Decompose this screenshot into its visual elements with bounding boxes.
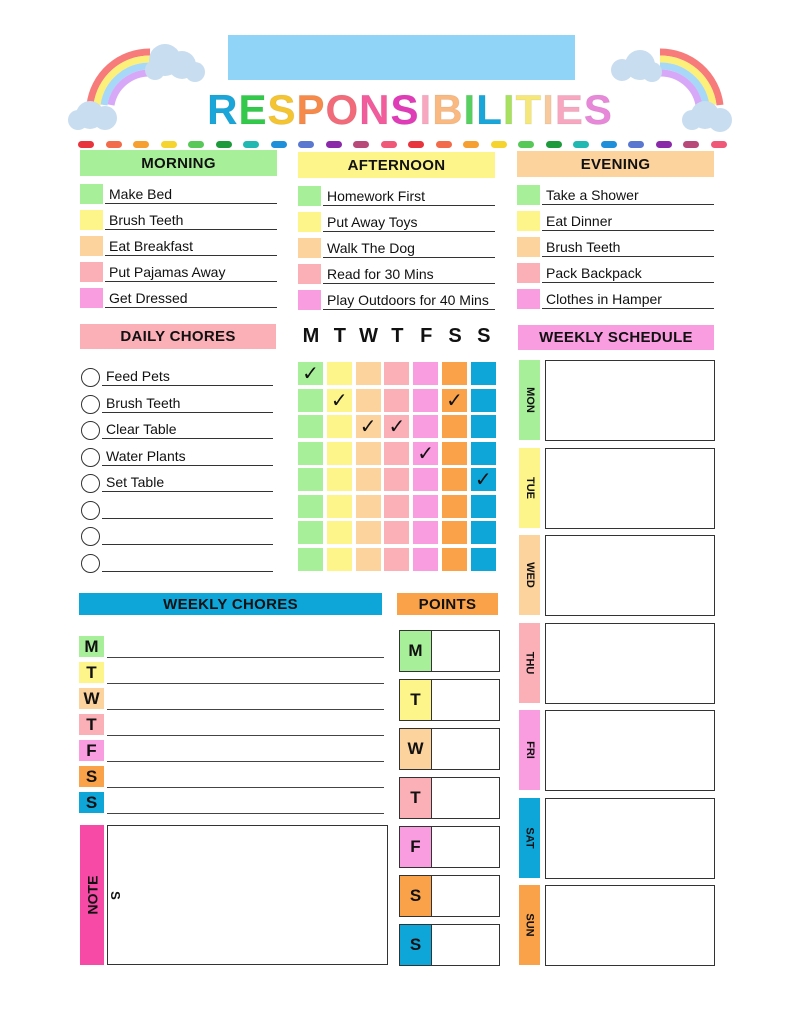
chore-checkbox[interactable]: [81, 395, 100, 414]
divider-dot: [298, 141, 314, 148]
tracker-cell[interactable]: [298, 442, 323, 465]
points-day: T: [400, 778, 432, 818]
tracker-cell[interactable]: [384, 389, 409, 412]
divider-dot: [491, 141, 507, 148]
divider-dot: [711, 141, 727, 148]
divider-dot: [518, 141, 534, 148]
morning-header: MORNING: [80, 150, 277, 176]
schedule-day-text: THU: [523, 651, 536, 674]
morning-color-square: [80, 288, 103, 308]
title-letter: N: [359, 86, 391, 133]
afternoon-item: Put Away Toys: [323, 212, 495, 232]
tracker-cell[interactable]: [413, 415, 438, 438]
tracker-cell[interactable]: [298, 389, 323, 412]
divider-dot: [106, 141, 122, 148]
evening-header: EVENING: [517, 151, 714, 177]
tracker-cell[interactable]: [327, 362, 352, 385]
weekly-chore-day: M: [79, 636, 104, 657]
title-letter: P: [296, 86, 326, 133]
afternoon-header: AFTERNOON: [298, 152, 495, 178]
note-box[interactable]: [107, 825, 388, 965]
tracker-cell[interactable]: [413, 521, 438, 544]
daily-chore-item: Brush Teeth: [102, 393, 273, 413]
tracker-day-label: T: [333, 325, 346, 347]
tracker-cell[interactable]: [413, 468, 438, 491]
daily-chore-item: Set Table: [102, 472, 273, 492]
tracker-cell[interactable]: [471, 495, 496, 518]
title-letter: E: [238, 86, 268, 133]
schedule-box[interactable]: [545, 885, 715, 966]
afternoon-color-square: [298, 290, 321, 310]
schedule-day-label: [519, 885, 540, 965]
divider-dot: [161, 141, 177, 148]
weekly-chore-line[interactable]: [107, 787, 384, 788]
schedule-day-label: [519, 798, 540, 878]
weekly-chore-line[interactable]: [107, 813, 384, 814]
afternoon-item: Walk The Dog: [323, 238, 495, 258]
points-box[interactable]: [399, 679, 500, 721]
evening-item: Eat Dinner: [542, 211, 714, 231]
schedule-day-label: [519, 623, 540, 703]
tracker-cell[interactable]: [413, 362, 438, 385]
tracker-cell[interactable]: [442, 415, 467, 438]
tracker-cell[interactable]: [298, 468, 323, 491]
afternoon-item: Homework First: [323, 186, 495, 206]
divider-dot: [628, 141, 644, 148]
evening-item: Take a Shower: [542, 185, 714, 205]
points-day: T: [400, 680, 432, 720]
divider-dot: [216, 141, 232, 148]
title-letter: I: [502, 86, 516, 133]
divider-dot: [188, 141, 204, 148]
afternoon-item: Read for 30 Mins: [323, 264, 495, 284]
tracker-cell[interactable]: [327, 548, 352, 571]
morning-item: Get Dressed: [105, 288, 277, 308]
points-day: S: [400, 876, 432, 916]
weekly-chore-day: S: [79, 792, 104, 813]
check-mark-icon[interactable]: ✓: [384, 415, 409, 438]
tracker-cell[interactable]: [356, 548, 381, 571]
tracker-day-label: S: [448, 325, 462, 347]
weekly-chore-day: T: [79, 714, 104, 735]
title-letter: I: [463, 86, 477, 133]
afternoon-color-square: [298, 212, 321, 232]
title-letter: I: [542, 86, 555, 133]
schedule-day-label: [519, 710, 540, 790]
evening-color-square: [517, 263, 540, 283]
chore-checkbox[interactable]: [81, 474, 100, 493]
weekly-chore-day: W: [79, 688, 104, 709]
tracker-cell[interactable]: [471, 362, 496, 385]
weekly-chore-line[interactable]: [107, 709, 384, 710]
tracker-cell[interactable]: [442, 548, 467, 571]
points-header: POINTS: [397, 593, 498, 615]
morning-item: Put Pajamas Away: [105, 262, 277, 282]
title-letter: R: [207, 86, 239, 133]
schedule-box[interactable]: [545, 535, 715, 616]
divider-dot: [656, 141, 672, 148]
tracker-cell[interactable]: [327, 442, 352, 465]
divider-dot: [601, 141, 617, 148]
points-box[interactable]: [399, 826, 500, 868]
divider-dot: [271, 141, 287, 148]
schedule-box[interactable]: [545, 710, 715, 791]
tracker-cell[interactable]: [413, 495, 438, 518]
note-label: NOTE: [80, 825, 104, 965]
schedule-day-label: [519, 448, 540, 528]
afternoon-color-square: [298, 238, 321, 258]
schedule-day-text: SAT: [523, 826, 536, 849]
tracker-day-label: M: [302, 325, 320, 347]
schedule-box[interactable]: [545, 798, 715, 879]
tracker-cell[interactable]: [471, 548, 496, 571]
chore-checkbox[interactable]: [81, 448, 100, 467]
divider-dot: [436, 141, 452, 148]
tracker-cell[interactable]: [384, 442, 409, 465]
schedule-day-text: TUE: [523, 476, 536, 499]
daily-chore-item: [102, 552, 273, 572]
dot-divider: [78, 141, 728, 149]
tracker-cell[interactable]: [327, 521, 352, 544]
points-box[interactable]: [399, 777, 500, 819]
evening-color-square: [517, 289, 540, 309]
weekly-chore-line[interactable]: [107, 657, 384, 658]
schedule-day-text: WED: [523, 562, 536, 588]
tracker-day-label: W: [359, 325, 379, 347]
points-box[interactable]: [399, 728, 500, 770]
points-day: W: [400, 729, 432, 769]
tracker-cell[interactable]: [356, 521, 381, 544]
title-letter: T: [515, 86, 543, 133]
divider-dot: [381, 141, 397, 148]
tracker-cell[interactable]: [384, 548, 409, 571]
tracker-cell[interactable]: [471, 415, 496, 438]
tracker-cell[interactable]: [356, 389, 381, 412]
schedule-day-text: MON: [523, 387, 536, 413]
schedule-day-label: [519, 535, 540, 615]
tracker-cell[interactable]: [413, 389, 438, 412]
note-text: S: [107, 890, 123, 900]
weekly-chore-line[interactable]: [107, 735, 384, 736]
title-letter: B: [432, 86, 464, 133]
divider-dot: [326, 141, 342, 148]
tracker-cell[interactable]: [442, 521, 467, 544]
morning-color-square: [80, 262, 103, 282]
morning-item: Brush Teeth: [105, 210, 277, 230]
daily-chore-item: Clear Table: [102, 419, 273, 439]
morning-item: Make Bed: [105, 184, 277, 204]
weekly-chore-day: T: [79, 662, 104, 683]
title-letter: S: [390, 86, 420, 133]
tracker-cell[interactable]: [298, 495, 323, 518]
tracker-cell[interactable]: [442, 442, 467, 465]
chore-checkbox[interactable]: [81, 421, 100, 440]
daily-chores-header: DAILY CHORES: [80, 324, 276, 349]
schedule-day-text: SUN: [523, 913, 536, 937]
tracker-cell[interactable]: [356, 362, 381, 385]
check-mark-icon[interactable]: ✓: [471, 468, 496, 491]
tracker-day-label: F: [420, 325, 433, 347]
schedule-box[interactable]: [545, 623, 715, 704]
tracker-cell[interactable]: [356, 442, 381, 465]
chore-checkbox[interactable]: [81, 501, 100, 520]
chore-checkbox[interactable]: [81, 527, 100, 546]
evening-color-square: [517, 237, 540, 257]
evening-color-square: [517, 211, 540, 231]
tracker-cell[interactable]: [356, 468, 381, 491]
check-mark-icon[interactable]: ✓: [356, 415, 381, 438]
tracker-cell[interactable]: [413, 548, 438, 571]
title-letter: L: [476, 86, 503, 133]
morning-color-square: [80, 236, 103, 256]
points-day: S: [400, 925, 432, 965]
title-letter: I: [419, 86, 433, 133]
divider-dot: [573, 141, 589, 148]
title-letter: S: [267, 86, 297, 133]
chore-checkbox[interactable]: [81, 554, 100, 573]
evening-color-square: [517, 185, 540, 205]
weekly-chore-line[interactable]: [107, 761, 384, 762]
title-letter: S: [583, 86, 613, 133]
divider-dot: [353, 141, 369, 148]
evening-item: Pack Backpack: [542, 263, 714, 283]
tracker-cell[interactable]: [471, 442, 496, 465]
points-day: F: [400, 827, 432, 867]
morning-color-square: [80, 184, 103, 204]
title-letter: E: [554, 86, 584, 133]
page-title: [200, 86, 620, 134]
divider-dot: [683, 141, 699, 148]
divider-dot: [243, 141, 259, 148]
tracker-cell[interactable]: [327, 468, 352, 491]
evening-item: Clothes in Hamper: [542, 289, 714, 309]
schedule-box[interactable]: [545, 360, 715, 441]
weekly-chore-day: S: [79, 766, 104, 787]
tracker-cell[interactable]: [327, 415, 352, 438]
weekly-chores-header: WEEKLY CHORES: [79, 593, 382, 615]
morning-color-square: [80, 210, 103, 230]
daily-chore-item: [102, 499, 273, 519]
schedule-box[interactable]: [545, 448, 715, 529]
name-box[interactable]: [228, 35, 575, 80]
tracker-cell[interactable]: [356, 495, 381, 518]
afternoon-item: Play Outdoors for 40 Mins: [323, 290, 495, 310]
weekly-chore-line[interactable]: [107, 683, 384, 684]
tracker-cell[interactable]: [384, 495, 409, 518]
divider-dot: [463, 141, 479, 148]
points-day: M: [400, 631, 432, 671]
points-box[interactable]: [399, 630, 500, 672]
tracker-cell[interactable]: [442, 495, 467, 518]
check-mark-icon[interactable]: ✓: [413, 442, 438, 465]
divider-dot: [408, 141, 424, 148]
tracker-cell[interactable]: [442, 362, 467, 385]
schedule-day-text: FRI: [523, 741, 536, 759]
tracker-cell[interactable]: [384, 362, 409, 385]
check-mark-icon[interactable]: ✓: [327, 389, 352, 412]
check-mark-icon[interactable]: ✓: [442, 389, 467, 412]
tracker-day-label: T: [391, 325, 404, 347]
daily-chore-item: [102, 525, 273, 545]
divider-dot: [546, 141, 562, 148]
rainbow-left-icon: [60, 40, 220, 135]
tracker-cell[interactable]: [298, 415, 323, 438]
weekly-chore-day: F: [79, 740, 104, 761]
tracker-day-label: S: [477, 325, 491, 347]
points-box[interactable]: [399, 875, 500, 917]
tracker-cell[interactable]: [471, 389, 496, 412]
tracker-cell[interactable]: [384, 468, 409, 491]
daily-chore-item: Feed Pets: [102, 366, 273, 386]
afternoon-color-square: [298, 264, 321, 284]
weekly-schedule-header: WEEKLY SCHEDULE: [518, 325, 714, 350]
title-letter: O: [325, 86, 360, 133]
daily-chore-item: Water Plants: [102, 446, 273, 466]
evening-item: Brush Teeth: [542, 237, 714, 257]
schedule-day-label: [519, 360, 540, 440]
points-box[interactable]: [399, 924, 500, 966]
tracker-cell[interactable]: [471, 521, 496, 544]
tracker-cell[interactable]: [298, 548, 323, 571]
tracker-cell[interactable]: [442, 468, 467, 491]
divider-dot: [133, 141, 149, 148]
tracker-cell[interactable]: [298, 521, 323, 544]
morning-item: Eat Breakfast: [105, 236, 277, 256]
afternoon-color-square: [298, 186, 321, 206]
tracker-cell[interactable]: [327, 495, 352, 518]
divider-dot: [78, 141, 94, 148]
check-mark-icon[interactable]: ✓: [298, 362, 323, 385]
tracker-cell[interactable]: [384, 521, 409, 544]
chore-checkbox[interactable]: [81, 368, 100, 387]
